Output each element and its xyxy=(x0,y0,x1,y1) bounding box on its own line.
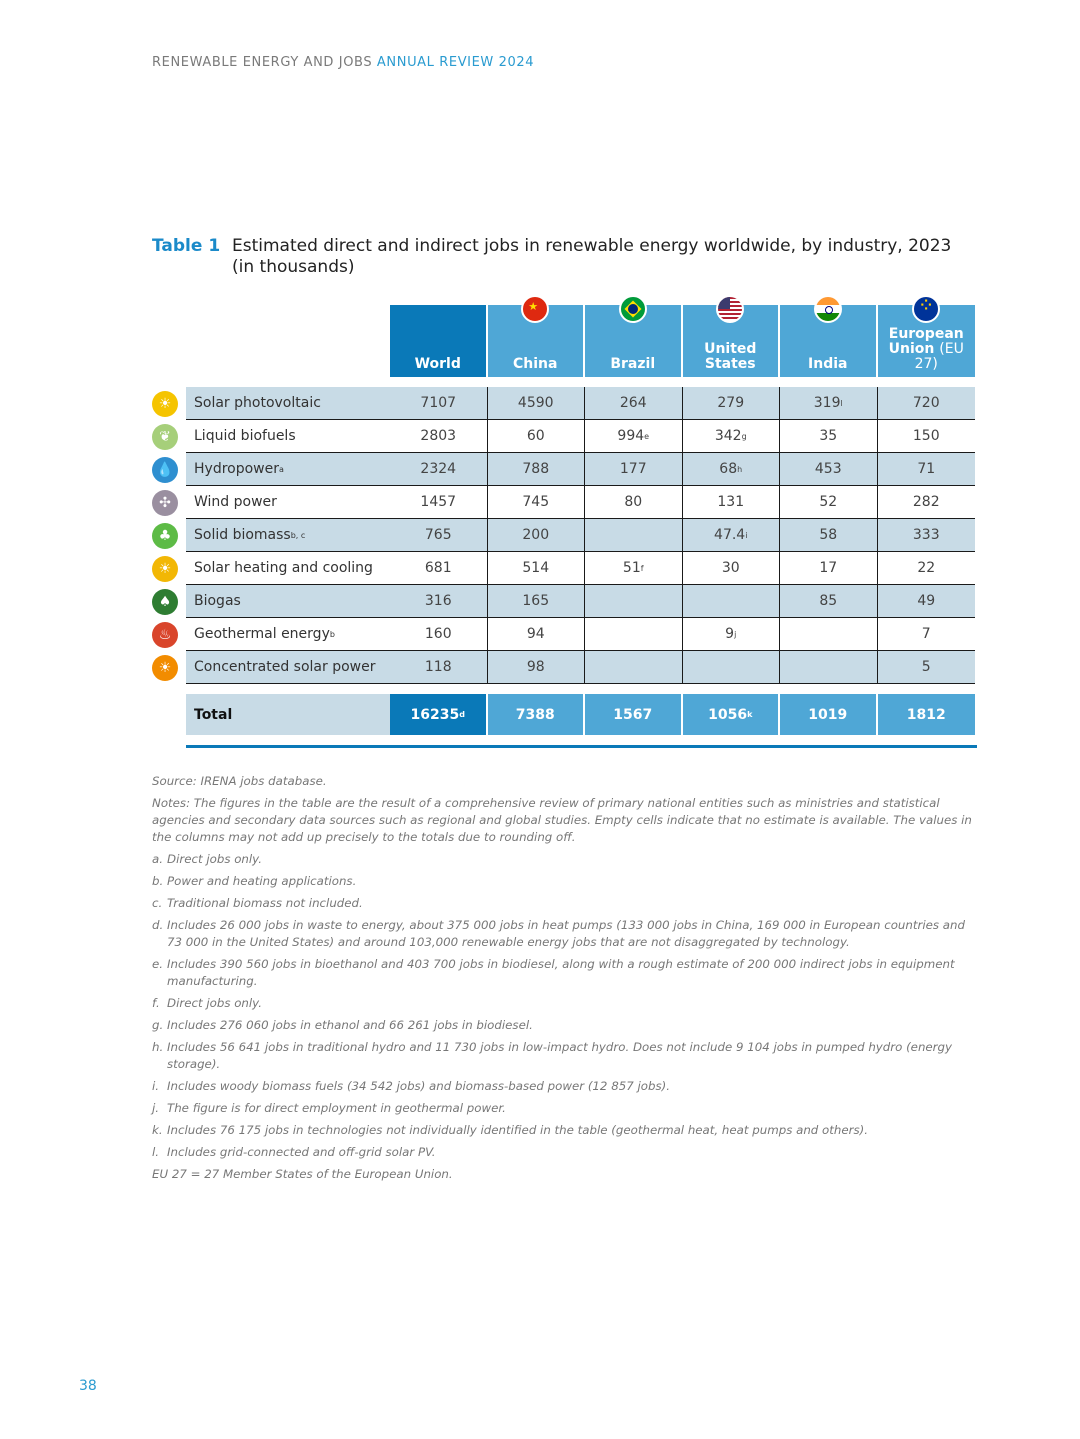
footnote-marker: g xyxy=(741,431,747,441)
footnote-letter: g. xyxy=(152,1018,164,1032)
footnote-text: Direct jobs only. xyxy=(167,852,262,866)
cell-us xyxy=(683,387,781,420)
total-values xyxy=(390,694,975,735)
cell-value: 453 xyxy=(814,461,842,477)
total-cell-eu xyxy=(878,694,976,735)
column-label xyxy=(704,342,756,372)
column-label: Brazil xyxy=(610,356,656,372)
total-cell-us xyxy=(683,694,781,735)
footnote-marker: d xyxy=(459,710,465,719)
cell-value: 4590 xyxy=(517,395,554,411)
footnote-text: The figure is for direct employment in geothermal power. xyxy=(167,1101,506,1115)
table-body xyxy=(152,387,977,684)
total-row xyxy=(152,694,977,735)
cell-eu xyxy=(878,519,976,552)
row-label xyxy=(186,519,390,552)
cell-world xyxy=(390,486,488,519)
footnote-letter: l. xyxy=(152,1145,160,1159)
row-label-text: Solid biomass xyxy=(194,527,291,543)
footnote-item xyxy=(152,1017,977,1034)
water-drop-icon: 💧 xyxy=(152,457,178,483)
cell-value: 30 xyxy=(721,560,740,576)
icon-cell xyxy=(152,552,186,585)
footnote-letter: d. xyxy=(152,918,164,932)
cell-value: 994 xyxy=(617,428,645,444)
cell-value: 5 xyxy=(921,659,931,675)
cell-china xyxy=(488,585,586,618)
cell-value: 316 xyxy=(424,593,452,609)
cell-us xyxy=(683,420,781,453)
column-label xyxy=(878,327,976,372)
cell-value: 49 xyxy=(917,593,936,609)
footnote-letter: i. xyxy=(152,1079,160,1093)
jobs-table xyxy=(152,305,977,748)
cell-eu xyxy=(878,552,976,585)
cell-value: 52 xyxy=(819,494,838,510)
footnote-marker: k xyxy=(747,710,753,719)
footnote-text: Includes woody biomass fuels (34 542 jobs) and biomass-based power (12 857 jobs). xyxy=(167,1079,670,1093)
sun-icon: ☀ xyxy=(152,556,178,582)
total-label: Total xyxy=(186,694,390,735)
cell-india xyxy=(780,486,878,519)
table-row xyxy=(152,519,977,552)
cell-value: 2803 xyxy=(420,428,457,444)
cell-china xyxy=(488,453,586,486)
column-header-us xyxy=(683,305,781,377)
cell-value: 7388 xyxy=(515,706,555,723)
table-notes xyxy=(152,773,977,1188)
cell-value: 319 xyxy=(813,395,841,411)
cell-value: 58 xyxy=(819,527,838,543)
icon-cell xyxy=(152,453,186,486)
cell-value: 131 xyxy=(717,494,745,510)
footnote-item xyxy=(152,1078,977,1095)
table-bottom-rule xyxy=(186,745,977,748)
table-row xyxy=(152,420,977,453)
footnote-marker: i xyxy=(745,530,748,540)
footnote-item xyxy=(152,995,977,1012)
footnote-marker: e xyxy=(644,431,650,441)
cell-india xyxy=(780,651,878,684)
column-label-sub: (EU 27) xyxy=(914,341,964,372)
footnote-marker: a xyxy=(278,464,284,474)
cell-china xyxy=(488,486,586,519)
cell-us xyxy=(683,585,781,618)
total-cell-brazil xyxy=(585,694,683,735)
china-flag-icon xyxy=(521,295,549,323)
table-label: Table 1 xyxy=(152,236,221,256)
cell-brazil xyxy=(585,453,683,486)
column-label-line2: States xyxy=(704,356,756,372)
footnote-text: Traditional biomass not included. xyxy=(167,896,363,910)
row-label xyxy=(186,387,390,420)
cell-value: 279 xyxy=(717,395,745,411)
cell-world xyxy=(390,453,488,486)
row-label-text: Biogas xyxy=(194,593,241,609)
cell-world xyxy=(390,387,488,420)
page-number: 38 xyxy=(79,1378,97,1394)
table-header-row xyxy=(390,305,977,377)
cell-value: 342 xyxy=(714,428,742,444)
footnote-text: Includes 56 641 jobs in traditional hydro and 11 730 jobs in low-impact hydro. Does not include 9 104 jobs in pumped hydro (energy storage). xyxy=(167,1040,952,1071)
row-label-text: Hydropower xyxy=(194,461,279,477)
footnote-marker: f xyxy=(640,563,644,573)
icon-cell xyxy=(152,651,186,684)
cell-india xyxy=(780,453,878,486)
total-cell-world xyxy=(390,694,488,735)
footnote-text: Direct jobs only. xyxy=(167,996,262,1010)
row-label xyxy=(186,651,390,684)
cell-us xyxy=(683,519,781,552)
cell-china xyxy=(488,618,586,651)
icon-cell xyxy=(152,519,186,552)
table-row xyxy=(152,453,977,486)
footnote-list xyxy=(152,851,977,1161)
cell-value: 1812 xyxy=(906,706,946,723)
column-label-line1: United xyxy=(704,341,757,357)
table-caption xyxy=(152,236,972,278)
cell-value: 22 xyxy=(917,560,936,576)
cell-value: 333 xyxy=(912,527,940,543)
cell-world xyxy=(390,651,488,684)
cell-value: 160 xyxy=(424,626,452,642)
cell-china xyxy=(488,651,586,684)
cell-value: 94 xyxy=(526,626,545,642)
table-row xyxy=(152,618,977,651)
cell-eu xyxy=(878,585,976,618)
column-header-india xyxy=(780,305,878,377)
leaf-icon: ♣ xyxy=(152,523,178,549)
cell-world xyxy=(390,585,488,618)
cell-india xyxy=(780,552,878,585)
report-title: RENEWABLE ENERGY AND JOBS xyxy=(152,55,373,70)
footnote-letter: c. xyxy=(152,896,163,910)
footnote-item xyxy=(152,873,977,890)
footnote-item xyxy=(152,917,977,951)
footnote-item xyxy=(152,1144,977,1161)
column-label: China xyxy=(513,356,558,372)
row-label-text: Solar photovoltaic xyxy=(194,395,321,411)
cell-value: 282 xyxy=(912,494,940,510)
cell-brazil xyxy=(585,552,683,585)
cell-value: 68 xyxy=(719,461,738,477)
footnote-item xyxy=(152,1100,977,1117)
cell-india xyxy=(780,387,878,420)
cell-value: 788 xyxy=(522,461,550,477)
cell-us xyxy=(683,651,781,684)
cell-eu xyxy=(878,420,976,453)
footnote-item xyxy=(152,851,977,868)
cell-china xyxy=(488,387,586,420)
icon-cell xyxy=(152,486,186,519)
total-spacer xyxy=(152,694,186,735)
footnote-marker: h xyxy=(737,464,743,474)
cell-value: 9 xyxy=(725,626,735,642)
cell-eu xyxy=(878,453,976,486)
eu-note: EU 27 = 27 Member States of the European Union. xyxy=(152,1167,453,1181)
cell-value: 35 xyxy=(819,428,838,444)
column-label-line1: European xyxy=(888,326,964,342)
cell-brazil xyxy=(585,486,683,519)
row-label-text: Concentrated solar power xyxy=(194,659,376,675)
cell-eu xyxy=(878,618,976,651)
cell-china xyxy=(488,519,586,552)
row-label xyxy=(186,420,390,453)
footnote-text: Includes grid-connected and off-grid solar PV. xyxy=(167,1145,436,1159)
footnote-item xyxy=(152,895,977,912)
footnote-text: Includes 76 175 jobs in technologies not individually identified in the table (geothermal heat, heat pumps and others). xyxy=(167,1123,868,1137)
row-label xyxy=(186,552,390,585)
row-label xyxy=(186,486,390,519)
footnote-letter: e. xyxy=(152,957,164,971)
cell-value: 1056 xyxy=(708,706,748,723)
cell-value: 765 xyxy=(424,527,452,543)
footnote-letter: b. xyxy=(152,874,164,888)
cell-brazil xyxy=(585,651,683,684)
cell-value: 745 xyxy=(522,494,550,510)
cell-value: 177 xyxy=(619,461,647,477)
row-label-text: Solar heating and cooling xyxy=(194,560,373,576)
icon-cell xyxy=(152,585,186,618)
eu-flag-icon xyxy=(912,295,940,323)
footnote-text: Includes 276 060 jobs in ethanol and 66 261 jobs in biodiesel. xyxy=(167,1018,533,1032)
cell-value: 200 xyxy=(522,527,550,543)
cell-value: 681 xyxy=(424,560,452,576)
column-label-line2: Union xyxy=(888,341,935,357)
cell-value: 1457 xyxy=(420,494,457,510)
footnote-item xyxy=(152,1122,977,1139)
cell-eu xyxy=(878,486,976,519)
footnote-letter: j. xyxy=(152,1101,160,1115)
cell-value: 165 xyxy=(522,593,550,609)
cell-value: 16235 xyxy=(410,706,460,723)
row-label xyxy=(186,453,390,486)
cell-china xyxy=(488,552,586,585)
sun-icon: ☀ xyxy=(152,655,178,681)
cell-us xyxy=(683,552,781,585)
leaf-drop-icon: ❦ xyxy=(152,424,178,450)
source-note: Source: IRENA jobs database. xyxy=(152,774,327,788)
cell-eu xyxy=(878,651,976,684)
cell-brazil xyxy=(585,519,683,552)
table-title: Estimated direct and indirect jobs in renewable energy worldwide, by industry, 2023 (in thousands) xyxy=(232,236,952,277)
cell-us xyxy=(683,453,781,486)
table-row xyxy=(152,585,977,618)
icon-cell xyxy=(152,387,186,420)
cell-value: 2324 xyxy=(420,461,457,477)
cell-brazil xyxy=(585,618,683,651)
cell-value: 1019 xyxy=(808,706,848,723)
footnote-text: Includes 390 560 jobs in bioethanol and 403 700 jobs in biodiesel, along with a rough estimate of 200 000 indirect jobs in equipment manufacturing. xyxy=(167,957,955,988)
footnote-item xyxy=(152,956,977,990)
cell-eu xyxy=(878,387,976,420)
brazil-flag-icon xyxy=(619,295,647,323)
footnote-letter: a. xyxy=(152,852,163,866)
cell-value: 720 xyxy=(912,395,940,411)
cell-value: 150 xyxy=(912,428,940,444)
cell-value: 98 xyxy=(526,659,545,675)
footnote-marker: j xyxy=(734,629,737,639)
cell-india xyxy=(780,585,878,618)
cell-value: 7107 xyxy=(420,395,457,411)
total-cell-china xyxy=(488,694,586,735)
cell-brazil xyxy=(585,420,683,453)
running-header xyxy=(152,55,534,70)
cell-us xyxy=(683,618,781,651)
cell-value: 51 xyxy=(622,560,641,576)
cell-value: 7 xyxy=(921,626,931,642)
column-label: India xyxy=(808,356,848,372)
column-header-eu xyxy=(878,305,976,377)
wind-turbine-icon: ✣ xyxy=(152,490,178,516)
footnote-letter: f. xyxy=(152,996,160,1010)
cell-value: 1567 xyxy=(613,706,653,723)
cell-value: 514 xyxy=(522,560,550,576)
table-row xyxy=(152,552,977,585)
cell-us xyxy=(683,486,781,519)
column-label: World xyxy=(414,356,461,372)
total-cell-india xyxy=(780,694,878,735)
cell-world xyxy=(390,519,488,552)
row-label xyxy=(186,585,390,618)
sun-icon: ☀ xyxy=(152,391,178,417)
cell-world xyxy=(390,618,488,651)
cell-value: 17 xyxy=(819,560,838,576)
cell-india xyxy=(780,519,878,552)
row-label-text: Wind power xyxy=(194,494,277,510)
cell-china xyxy=(488,420,586,453)
cell-value: 85 xyxy=(819,593,838,609)
footnote-text: Includes 26 000 jobs in waste to energy, about 375 000 jobs in heat pumps (133 000 jobs in China, 169 000 in European countries and 73 000 in the United States) and around 103,000 renewable energy jobs that are not disaggregated by technology. xyxy=(167,918,965,949)
column-header-world xyxy=(390,305,488,377)
cell-world xyxy=(390,420,488,453)
footnote-letter: k. xyxy=(152,1123,163,1137)
cell-world xyxy=(390,552,488,585)
us-flag-icon xyxy=(716,295,744,323)
report-subtitle: ANNUAL REVIEW 2024 xyxy=(376,55,535,70)
general-note: Notes: The figures in the table are the result of a comprehensive review of primary national entities such as ministries and statistical agencies and secondary data sources such as regional and global studies. Empty cells indicate that no estimate is available. The values in the columns may not add up precisely to the totals due to rounding off. xyxy=(152,796,972,844)
table-row xyxy=(152,651,977,684)
footnote-marker: b, c xyxy=(290,530,306,540)
cell-value: 60 xyxy=(526,428,545,444)
cell-india xyxy=(780,618,878,651)
cell-brazil xyxy=(585,387,683,420)
table-row xyxy=(152,387,977,420)
row-label xyxy=(186,618,390,651)
cell-value: 80 xyxy=(624,494,643,510)
icon-cell xyxy=(152,420,186,453)
cell-value: 71 xyxy=(917,461,936,477)
cell-value: 118 xyxy=(424,659,452,675)
cell-value: 264 xyxy=(619,395,647,411)
india-flag-icon xyxy=(814,295,842,323)
column-header-brazil xyxy=(585,305,683,377)
row-label-text: Geothermal energy xyxy=(194,626,330,642)
cell-india xyxy=(780,420,878,453)
footnote-letter: h. xyxy=(152,1040,164,1054)
icon-cell xyxy=(152,618,186,651)
geothermal-icon: ♨ xyxy=(152,622,178,648)
table-row xyxy=(152,486,977,519)
row-label-text: Liquid biofuels xyxy=(194,428,296,444)
cell-value: 47.4 xyxy=(714,527,746,543)
footnote-marker: b xyxy=(329,629,335,639)
column-header-china xyxy=(488,305,586,377)
cell-brazil xyxy=(585,585,683,618)
footnote-text: Power and heating applications. xyxy=(167,874,357,888)
biogas-leaf-icon: ♠ xyxy=(152,589,178,615)
footnote-marker: l xyxy=(840,398,843,408)
footnote-item xyxy=(152,1039,977,1073)
